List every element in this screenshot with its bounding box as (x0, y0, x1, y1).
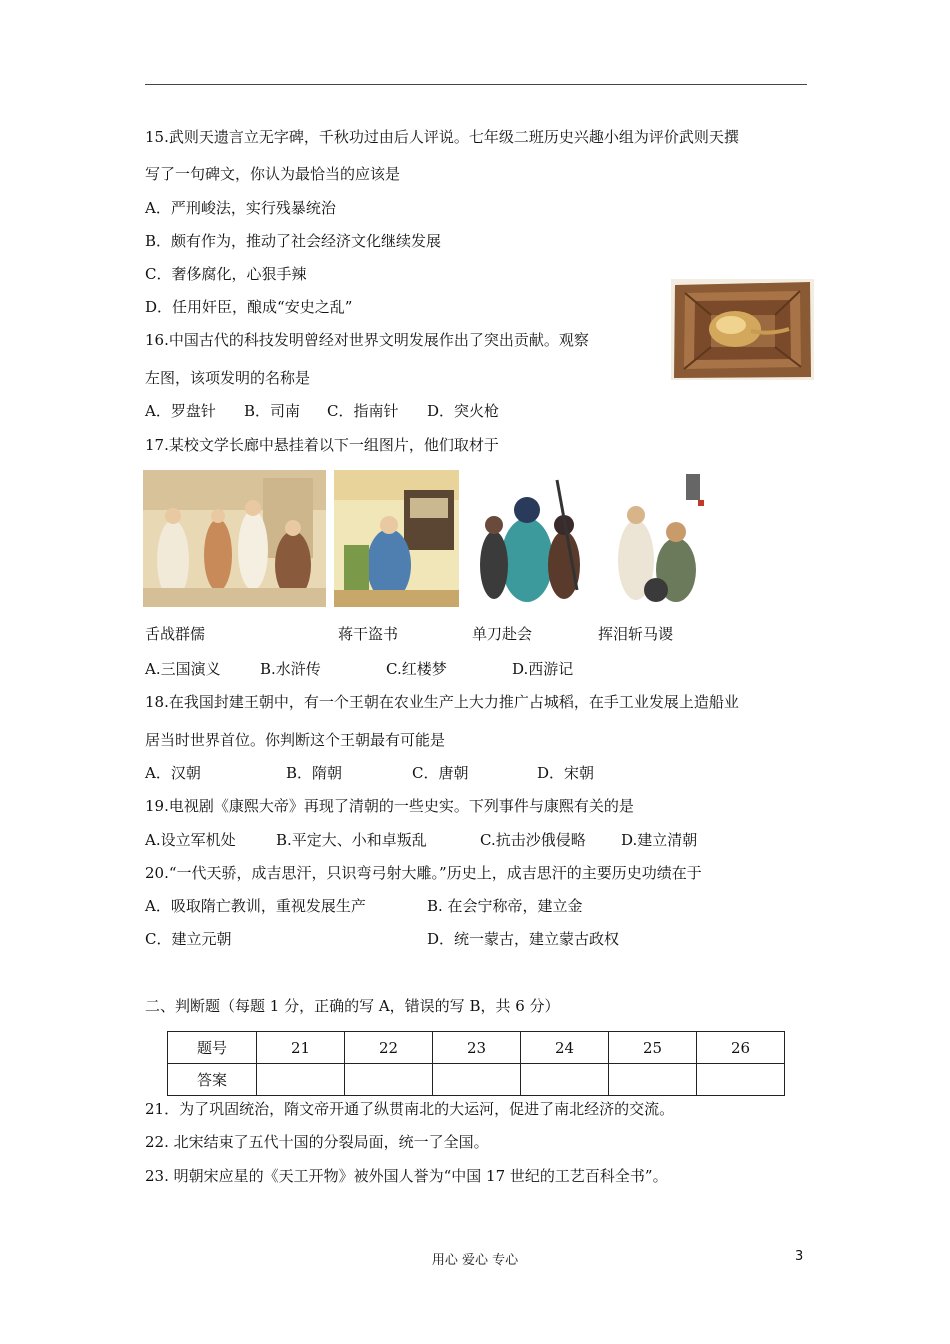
answer-table-answer-row (168, 1064, 785, 1096)
answer-cell-21[interactable] (257, 1064, 345, 1096)
sinan-compass-image (671, 279, 814, 380)
answer-cell-25[interactable] (609, 1064, 697, 1096)
picture-huileizhanmasu (606, 470, 716, 607)
number-cell-26: 26 (697, 1032, 785, 1064)
number-cell-21: 21 (257, 1032, 345, 1064)
caption-1: 舌战群儒 (145, 625, 206, 643)
q20-option-c: C．建立元朝 (145, 930, 232, 948)
answer-table-header-row (168, 1032, 785, 1064)
header-label-cell: 题号 (168, 1032, 257, 1064)
statement-23: 23. 明朝宋应星的《天工开物》被外国人誉为“中国 17 世纪的工艺百科全书”。 (145, 1167, 668, 1185)
answer-label-cell: 答案 (168, 1064, 257, 1096)
answer-cell-23[interactable] (433, 1064, 521, 1096)
caption-4: 挥泪斩马谡 (598, 625, 674, 643)
number-cell-24: 24 (521, 1032, 609, 1064)
header-rule (145, 84, 807, 85)
caption-2: 蒋干盗书 (338, 625, 399, 643)
q20-option-b: B. 在会宁称帝，建立金 (427, 897, 583, 915)
q17-stem: 17.某校文学长廊中悬挂着以下一组图片，他们取材于 (145, 436, 499, 454)
answer-cell-22[interactable] (345, 1064, 433, 1096)
q18-option-a: A．汉朝 (145, 764, 201, 782)
statement-22: 22. 北宋结束了五代十国的分裂局面，统一了全国。 (145, 1133, 489, 1151)
q15-option-b: B．颇有作为，推动了社会经济文化继续发展 (145, 232, 442, 250)
q18-option-c: C．唐朝 (412, 764, 469, 782)
q16-option-c: C．指南针 (327, 402, 399, 420)
picture-jiangandaoshu (334, 470, 459, 607)
q16-stem-line1: 16.中国古代的科技发明曾经对世界文明发展作出了突出贡献。观察 (145, 331, 589, 349)
q18-option-b: B．隋朝 (286, 764, 343, 782)
statement-21: 21．为了巩固统治，隋文帝开通了纵贯南北的大运河，促进了南北经济的交流。 (145, 1100, 675, 1118)
q20-option-d: D．统一蒙古，建立蒙古政权 (427, 930, 620, 948)
q15-stem-line2: 写了一句碑文，你认为最恰当的应该是 (145, 165, 401, 183)
q16-option-a: A．罗盘针 (145, 402, 216, 420)
q19-option-c: C.抗击沙俄侵略 (480, 831, 586, 849)
q18-option-d: D．宋朝 (537, 764, 595, 782)
footer-motto: 用心 爱心 专心 (431, 1253, 519, 1268)
number-cell-22: 22 (345, 1032, 433, 1064)
picture-shezhanqunru (143, 470, 326, 607)
section2-title: 二、判断题（每题 1 分，正确的写 A，错误的写 B，共 6 分） (145, 997, 560, 1015)
answer-cell-26[interactable] (697, 1064, 785, 1096)
number-cell-23: 23 (433, 1032, 521, 1064)
q15-option-a: A．严刑峻法，实行残暴统治 (145, 199, 336, 217)
number-cell-25: 25 (609, 1032, 697, 1064)
q16-stem-line2: 左图，该项发明的名称是 (145, 369, 311, 387)
q18-stem-line2: 居当时世界首位。你判断这个王朝最有可能是 (145, 731, 446, 749)
q15-option-d: D．任用奸臣，酿成“安史之乱” (145, 298, 353, 316)
q17-option-d: D.西游记 (512, 660, 574, 678)
q18-stem-line1: 18.在我国封建王朝中，有一个王朝在农业生产上大力推广占城稻，在手工业发展上造船业 (145, 693, 739, 711)
q19-option-a: A.设立军机处 (145, 831, 236, 849)
q20-option-a: A．吸取隋亡教训，重视发展生产 (145, 897, 366, 915)
q16-option-b: B．司南 (244, 402, 301, 420)
q19-option-b: B.平定大、小和卓叛乱 (276, 831, 427, 849)
caption-3: 单刀赴会 (472, 625, 533, 643)
answer-table (167, 1031, 785, 1096)
q17-option-a: A.三国演义 (145, 660, 221, 678)
q17-option-b: B.水浒传 (260, 660, 321, 678)
answer-cell-24[interactable] (521, 1064, 609, 1096)
q20-stem: 20.“一代天骄，成吉思汗，只识弯弓射大雕。”历史上，成吉思汗的主要历史功绩在于 (145, 864, 702, 882)
page-number: 3 (795, 1249, 804, 1264)
q15-option-c: C．奢侈腐化，心狠手辣 (145, 265, 307, 283)
q17-option-c: C.红楼梦 (386, 660, 447, 678)
q19-option-d: D.建立清朝 (621, 831, 698, 849)
picture-dandaofuhui (472, 470, 588, 607)
q15-stem-line1: 15.武则天遗言立无字碑，千秋功过由后人评说。七年级二班历史兴趣小组为评价武则天撰 (145, 128, 739, 146)
q19-stem: 19.电视剧《康熙大帝》再现了清朝的一些史实。下列事件与康熙有关的是 (145, 797, 634, 815)
q16-option-d: D．突火枪 (427, 402, 500, 420)
